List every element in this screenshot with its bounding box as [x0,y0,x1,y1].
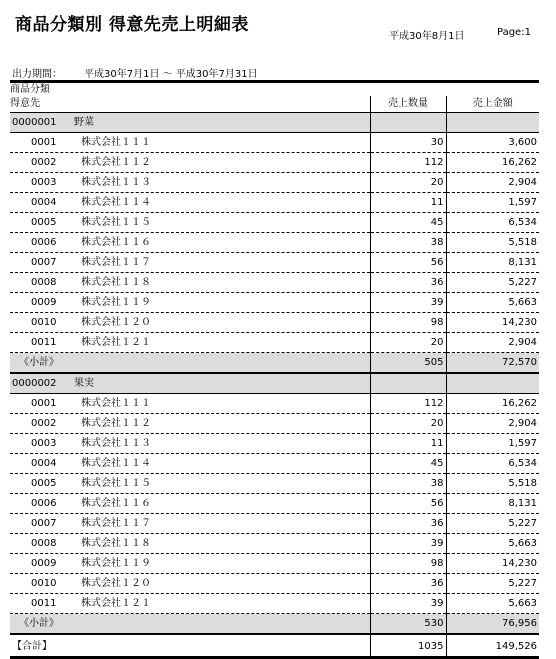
amount-cell: 8,131 [446,494,539,514]
amount-cell: 1,597 [446,434,539,454]
customer-code: 0006 [31,498,57,509]
table-row [10,273,539,293]
qty-cell: 45 [370,454,446,474]
customer-name: 株式会社１１８ [81,277,151,288]
qty-cell: 20 [370,173,446,193]
customer-name: 株式会社１１９ [81,558,151,569]
customer-code: 0002 [31,157,57,168]
customer-name: 株式会社１２１ [81,337,151,348]
amount-cell: 6,534 [446,213,539,233]
table-row [10,554,539,574]
customer-code: 0010 [31,317,57,328]
qty-cell: 56 [370,494,446,514]
amount-cell: 5,663 [446,293,539,313]
period-value: 平成30年7月1日 ～ 平成30年7月31日 [84,69,258,80]
customer-name: 株式会社１１７ [81,257,151,268]
amount-cell: 6,534 [446,454,539,474]
subtotal-row [10,614,539,635]
customer-name: 株式会社１１１ [81,398,151,409]
table-row [10,293,539,313]
qty-cell: 36 [370,514,446,534]
amount-cell: 2,904 [446,173,539,193]
table-row [10,534,539,554]
amount-cell: 16,262 [446,394,539,414]
customer-name: 株式会社１２０ [81,578,151,589]
amount-cell: 16,262 [446,153,539,173]
period-label: 出力期間： [12,69,62,80]
amount-cell: 14,230 [446,313,539,333]
customer-name: 株式会社１１４ [81,458,151,469]
customer-name: 株式会社１１５ [81,217,151,228]
report-title: 商品分類別 得意先売上明細表 [15,15,249,35]
table-row [10,233,539,253]
customer-name: 株式会社１１５ [81,478,151,489]
column-header-customer: 得意先 [10,96,370,113]
report-date: 平成30年8月1日 [389,31,465,42]
customer-name: 株式会社１１１ [81,137,151,148]
customer-code: 0003 [31,438,57,449]
table-row [10,394,539,414]
group-header-row [10,373,539,394]
table-row [10,414,539,434]
customer-code: 0008 [31,277,57,288]
customer-name: 株式会社１１６ [81,498,151,509]
qty-cell: 38 [370,474,446,494]
table-row [10,494,539,514]
sales-detail-table [10,80,539,659]
amount-cell: 1,597 [446,193,539,213]
qty-cell: 39 [370,293,446,313]
qty-cell: 112 [370,394,446,414]
customer-name: 株式会社１１９ [81,297,151,308]
customer-code: 0004 [31,197,57,208]
group-name: 果実 [74,378,94,389]
grand-total-row [10,634,539,658]
amount-cell: 5,227 [446,574,539,594]
customer-name: 株式会社１１２ [81,418,151,429]
customer-code: 0005 [31,478,57,489]
table-row [10,153,539,173]
group-name: 野菜 [74,117,94,128]
amount-cell: 5,663 [446,534,539,554]
customer-code: 0004 [31,458,57,469]
customer-name: 株式会社１１８ [81,538,151,549]
customer-name: 株式会社１１４ [81,197,151,208]
header-row-category [10,82,539,97]
customer-code: 0007 [31,257,57,268]
customer-name: 株式会社１１３ [81,177,151,188]
subtotal-row [10,353,539,374]
amount-cell: 2,904 [446,333,539,353]
table-row [10,173,539,193]
customer-code: 0011 [31,598,57,609]
customer-code: 0001 [31,137,57,148]
table-row [10,434,539,454]
qty-cell: 36 [370,574,446,594]
customer-code: 0010 [31,578,57,589]
group-code: 0000002 [12,378,57,389]
qty-cell: 20 [370,414,446,434]
customer-code: 0011 [31,337,57,348]
customer-code: 0007 [31,518,57,529]
customer-code: 0008 [31,538,57,549]
grand-total-amount: 149,526 [446,634,539,658]
customer-name: 株式会社１１２ [81,157,151,168]
group-code: 0000001 [12,117,57,128]
qty-cell: 30 [370,133,446,153]
customer-code: 0003 [31,177,57,188]
qty-cell: 20 [370,333,446,353]
subtotal-qty: 530 [370,614,446,635]
table-row [10,594,539,614]
table-row [10,333,539,353]
amount-cell: 5,663 [446,594,539,614]
table-row [10,574,539,594]
customer-code: 0006 [31,237,57,248]
qty-cell: 56 [370,253,446,273]
table-row [10,514,539,534]
qty-cell: 112 [370,153,446,173]
amount-cell: 3,600 [446,133,539,153]
amount-cell: 5,227 [446,514,539,534]
qty-cell: 98 [370,554,446,574]
customer-name: 株式会社１１３ [81,438,151,449]
table-row [10,474,539,494]
subtotal-qty: 505 [370,353,446,374]
amount-cell: 5,518 [446,233,539,253]
amount-cell: 5,518 [446,474,539,494]
qty-cell: 45 [370,213,446,233]
table-row [10,253,539,273]
column-header-amount: 売上金額 [446,96,539,113]
customer-name: 株式会社１２１ [81,598,151,609]
qty-cell: 39 [370,534,446,554]
group-header-row [10,113,539,133]
amount-cell: 5,227 [446,273,539,293]
table-row [10,133,539,153]
grand-total-label: 【合計】 [12,641,52,652]
customer-code: 0002 [31,418,57,429]
subtotal-amount: 76,956 [446,614,539,635]
amount-cell: 2,904 [446,414,539,434]
customer-code: 0009 [31,558,57,569]
table-body [10,113,539,658]
page-number: Page:1 [497,27,531,38]
header-row-customer [10,96,539,113]
subtotal-amount: 72,570 [446,353,539,374]
customer-code: 0005 [31,217,57,228]
customer-name: 株式会社１１７ [81,518,151,529]
column-header-qty: 売上数量 [370,96,446,113]
column-header-category: 商品分類 [10,82,370,97]
customer-name: 株式会社１２０ [81,317,151,328]
output-period [12,65,258,80]
qty-cell: 98 [370,313,446,333]
table-row [10,313,539,333]
table-row [10,213,539,233]
qty-cell: 11 [370,193,446,213]
customer-code: 0001 [31,398,57,409]
grand-total-qty: 1035 [370,634,446,658]
subtotal-label: 《小計》 [19,357,59,368]
table-row [10,193,539,213]
table-row [10,454,539,474]
customer-name: 株式会社１１６ [81,237,151,248]
qty-cell: 36 [370,273,446,293]
qty-cell: 38 [370,233,446,253]
qty-cell: 39 [370,594,446,614]
amount-cell: 14,230 [446,554,539,574]
customer-code: 0009 [31,297,57,308]
subtotal-label: 《小計》 [19,618,59,629]
qty-cell: 11 [370,434,446,454]
amount-cell: 8,131 [446,253,539,273]
